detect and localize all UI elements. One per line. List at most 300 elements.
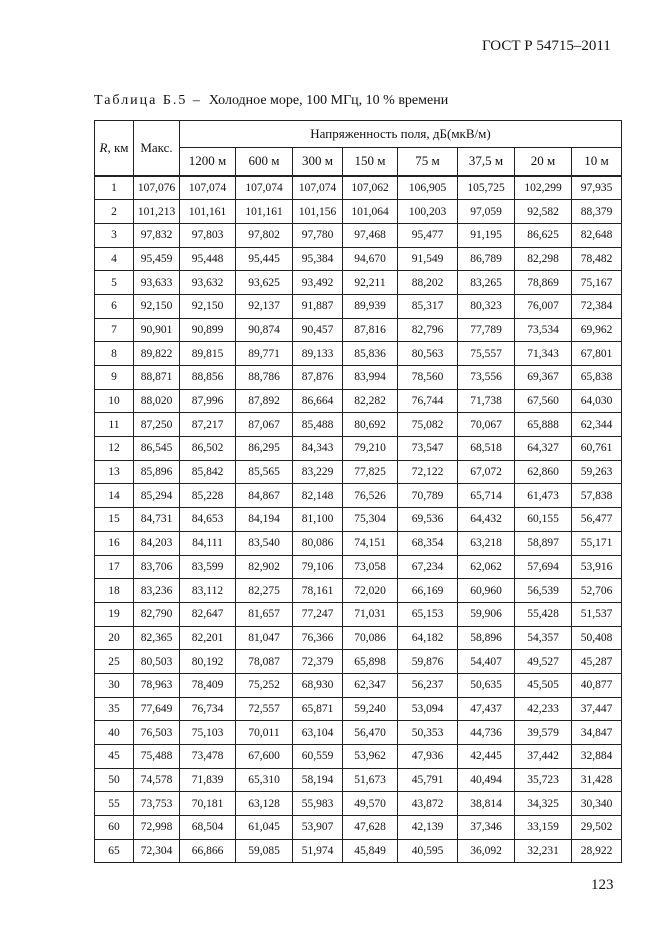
table-row [95, 745, 622, 769]
distance-cell: 55 [95, 792, 134, 816]
value-cell: 89,815 [180, 342, 236, 366]
value-cell: 76,366 [293, 626, 343, 650]
value-cell: 77,649 [134, 697, 180, 721]
value-cell: 42,233 [515, 697, 572, 721]
value-cell: 59,240 [343, 697, 398, 721]
value-cell: 85,294 [134, 484, 180, 508]
value-cell: 87,876 [293, 366, 343, 390]
value-cell: 79,106 [293, 555, 343, 579]
value-cell: 97,059 [458, 200, 515, 224]
value-cell: 81,657 [236, 602, 293, 626]
distance-cell: 20 [95, 626, 134, 650]
value-cell: 76,503 [134, 721, 180, 745]
table-row [95, 294, 622, 318]
value-cell: 95,477 [398, 223, 458, 247]
page-number: 123 [591, 877, 614, 893]
value-cell: 86,625 [515, 223, 572, 247]
table-row [95, 697, 622, 721]
value-cell: 56,470 [343, 721, 398, 745]
value-cell: 82,148 [293, 484, 343, 508]
value-cell: 66,866 [180, 839, 236, 863]
value-cell: 90,899 [180, 318, 236, 342]
value-cell: 82,201 [180, 626, 236, 650]
column-header-height: 20 м [515, 148, 572, 176]
table-caption [94, 93, 448, 109]
value-cell: 35,723 [515, 768, 572, 792]
table-row [95, 508, 622, 532]
distance-cell: 6 [95, 294, 134, 318]
value-cell: 82,365 [134, 626, 180, 650]
value-cell: 56,539 [515, 579, 572, 603]
value-cell: 30,340 [572, 792, 622, 816]
field-strength-table [94, 120, 622, 863]
distance-cell: 35 [95, 697, 134, 721]
value-cell: 95,445 [236, 247, 293, 271]
column-header-height: 300 м [293, 148, 343, 176]
value-cell: 45,505 [515, 673, 572, 697]
value-cell: 92,150 [180, 294, 236, 318]
value-cell: 107,074 [180, 176, 236, 200]
value-cell: 34,325 [515, 792, 572, 816]
table-row [95, 413, 622, 437]
table-caption-text: Холодное море, 100 МГц, 10 % времени [208, 93, 449, 108]
distance-cell: 11 [95, 413, 134, 437]
distance-cell: 18 [95, 579, 134, 603]
value-cell: 83,236 [134, 579, 180, 603]
value-cell: 82,648 [572, 223, 622, 247]
table-row [95, 768, 622, 792]
distance-cell: 1 [95, 176, 134, 200]
distance-cell: 5 [95, 271, 134, 295]
value-cell: 59,085 [236, 839, 293, 863]
value-cell: 36,092 [458, 839, 515, 863]
distance-cell: 10 [95, 389, 134, 413]
distance-cell: 50 [95, 768, 134, 792]
value-cell: 87,067 [236, 413, 293, 437]
value-cell: 63,218 [458, 531, 515, 555]
value-cell: 65,838 [572, 366, 622, 390]
value-cell: 75,082 [398, 413, 458, 437]
value-cell: 83,599 [180, 555, 236, 579]
value-cell: 67,600 [236, 745, 293, 769]
value-cell: 87,217 [180, 413, 236, 437]
value-cell: 77,789 [458, 318, 515, 342]
value-cell: 90,901 [134, 318, 180, 342]
distance-cell: 19 [95, 602, 134, 626]
value-cell: 64,030 [572, 389, 622, 413]
table-row [95, 792, 622, 816]
distance-cell: 3 [95, 223, 134, 247]
value-cell: 64,182 [398, 626, 458, 650]
value-cell: 102,299 [515, 176, 572, 200]
value-cell: 33,159 [515, 816, 572, 840]
value-cell: 45,791 [398, 768, 458, 792]
table-row [95, 318, 622, 342]
value-cell: 55,983 [293, 792, 343, 816]
value-cell: 70,011 [236, 721, 293, 745]
value-cell: 45,287 [572, 650, 622, 674]
value-cell: 85,836 [343, 342, 398, 366]
value-cell: 44,736 [458, 721, 515, 745]
value-cell: 58,194 [293, 768, 343, 792]
distance-cell: 17 [95, 555, 134, 579]
value-cell: 83,540 [236, 531, 293, 555]
value-cell: 83,112 [180, 579, 236, 603]
value-cell: 61,473 [515, 484, 572, 508]
value-cell: 73,547 [398, 437, 458, 461]
value-cell: 37,346 [458, 816, 515, 840]
distance-cell: 25 [95, 650, 134, 674]
value-cell: 89,822 [134, 342, 180, 366]
value-cell: 47,437 [458, 697, 515, 721]
value-cell: 97,935 [572, 176, 622, 200]
value-cell: 65,714 [458, 484, 515, 508]
value-cell: 49,527 [515, 650, 572, 674]
value-cell: 86,295 [236, 437, 293, 461]
value-cell: 75,167 [572, 271, 622, 295]
value-cell: 92,582 [515, 200, 572, 224]
value-cell: 84,653 [180, 508, 236, 532]
value-cell: 85,228 [180, 484, 236, 508]
value-cell: 67,234 [398, 555, 458, 579]
value-cell: 86,789 [458, 247, 515, 271]
value-cell: 90,457 [293, 318, 343, 342]
value-cell: 86,545 [134, 437, 180, 461]
distance-cell: 12 [95, 437, 134, 461]
value-cell: 79,210 [343, 437, 398, 461]
value-cell: 64,432 [458, 508, 515, 532]
value-cell: 55,428 [515, 602, 572, 626]
value-cell: 101,161 [180, 200, 236, 224]
value-cell: 56,237 [398, 673, 458, 697]
value-cell: 93,492 [293, 271, 343, 295]
value-cell: 88,202 [398, 271, 458, 295]
value-cell: 73,058 [343, 555, 398, 579]
value-cell: 63,104 [293, 721, 343, 745]
value-cell: 87,892 [236, 389, 293, 413]
value-cell: 45,849 [343, 839, 398, 863]
table-row [95, 366, 622, 390]
value-cell: 82,902 [236, 555, 293, 579]
value-cell: 66,169 [398, 579, 458, 603]
table-row [95, 342, 622, 366]
distance-cell: 2 [95, 200, 134, 224]
value-cell: 88,020 [134, 389, 180, 413]
value-cell: 106,905 [398, 176, 458, 200]
value-cell: 51,673 [343, 768, 398, 792]
value-cell: 101,064 [343, 200, 398, 224]
value-cell: 78,161 [293, 579, 343, 603]
value-cell: 47,936 [398, 745, 458, 769]
value-cell: 85,565 [236, 460, 293, 484]
value-cell: 42,139 [398, 816, 458, 840]
value-cell: 58,897 [515, 531, 572, 555]
value-cell: 63,128 [236, 792, 293, 816]
value-cell: 53,916 [572, 555, 622, 579]
value-cell: 40,877 [572, 673, 622, 697]
value-cell: 88,786 [236, 366, 293, 390]
distance-cell: 9 [95, 366, 134, 390]
value-cell: 60,155 [515, 508, 572, 532]
table-row [95, 247, 622, 271]
distance-cell: 16 [95, 531, 134, 555]
value-cell: 28,922 [572, 839, 622, 863]
distance-cell: 8 [95, 342, 134, 366]
value-cell: 68,930 [293, 673, 343, 697]
value-cell: 56,477 [572, 508, 622, 532]
value-cell: 67,560 [515, 389, 572, 413]
value-cell: 85,896 [134, 460, 180, 484]
value-cell: 70,086 [343, 626, 398, 650]
value-cell: 101,213 [134, 200, 180, 224]
value-cell: 75,557 [458, 342, 515, 366]
value-cell: 71,839 [180, 768, 236, 792]
value-cell: 65,153 [398, 602, 458, 626]
value-cell: 55,171 [572, 531, 622, 555]
table-row [95, 839, 622, 863]
value-cell: 93,633 [134, 271, 180, 295]
value-cell: 76,526 [343, 484, 398, 508]
value-cell: 67,801 [572, 342, 622, 366]
value-cell: 90,874 [236, 318, 293, 342]
value-cell: 68,518 [458, 437, 515, 461]
value-cell: 107,074 [236, 176, 293, 200]
table-row [95, 460, 622, 484]
document-header: ГОСТ Р 54715–2011 [482, 38, 611, 54]
value-cell: 31,428 [572, 768, 622, 792]
column-header-height: 37,5 м [458, 148, 515, 176]
value-cell: 61,045 [236, 816, 293, 840]
value-cell: 71,031 [343, 602, 398, 626]
value-cell: 73,478 [180, 745, 236, 769]
table-caption-label: Таблица Б.5 – [94, 93, 202, 108]
value-cell: 82,275 [236, 579, 293, 603]
table-row [95, 437, 622, 461]
value-cell: 97,832 [134, 223, 180, 247]
value-cell: 82,790 [134, 602, 180, 626]
value-cell: 62,347 [343, 673, 398, 697]
value-cell: 64,327 [515, 437, 572, 461]
distance-cell: 40 [95, 721, 134, 745]
value-cell: 101,161 [236, 200, 293, 224]
value-cell: 97,780 [293, 223, 343, 247]
value-cell: 80,563 [398, 342, 458, 366]
value-cell: 50,353 [398, 721, 458, 745]
value-cell: 69,367 [515, 366, 572, 390]
value-cell: 59,876 [398, 650, 458, 674]
value-cell: 84,194 [236, 508, 293, 532]
value-cell: 38,814 [458, 792, 515, 816]
value-cell: 83,265 [458, 271, 515, 295]
value-cell: 81,100 [293, 508, 343, 532]
value-cell: 75,304 [343, 508, 398, 532]
value-cell: 91,887 [293, 294, 343, 318]
table-row [95, 271, 622, 295]
value-cell: 88,871 [134, 366, 180, 390]
value-cell: 76,007 [515, 294, 572, 318]
value-cell: 77,825 [343, 460, 398, 484]
value-cell: 67,072 [458, 460, 515, 484]
value-cell: 75,103 [180, 721, 236, 745]
value-cell: 97,468 [343, 223, 398, 247]
table-row [95, 484, 622, 508]
value-cell: 72,384 [572, 294, 622, 318]
table-row [95, 531, 622, 555]
value-cell: 92,137 [236, 294, 293, 318]
value-cell: 72,998 [134, 816, 180, 840]
value-cell: 39,579 [515, 721, 572, 745]
value-cell: 75,252 [236, 673, 293, 697]
table-row [95, 626, 622, 650]
value-cell: 87,996 [180, 389, 236, 413]
distance-cell: 7 [95, 318, 134, 342]
table-row [95, 200, 622, 224]
value-cell: 81,047 [236, 626, 293, 650]
value-cell: 73,556 [458, 366, 515, 390]
value-cell: 83,229 [293, 460, 343, 484]
value-cell: 60,559 [293, 745, 343, 769]
value-cell: 82,282 [343, 389, 398, 413]
value-cell: 37,447 [572, 697, 622, 721]
value-cell: 68,504 [180, 816, 236, 840]
distance-cell: 60 [95, 816, 134, 840]
column-group-header: Напряженность поля, дБ(мкВ/м) [180, 121, 622, 148]
value-cell: 54,407 [458, 650, 515, 674]
value-cell: 50,408 [572, 626, 622, 650]
distance-cell: 65 [95, 839, 134, 863]
value-cell: 92,211 [343, 271, 398, 295]
value-cell: 60,761 [572, 437, 622, 461]
table-row [95, 176, 622, 200]
distance-cell: 15 [95, 508, 134, 532]
table-row [95, 223, 622, 247]
value-cell: 72,304 [134, 839, 180, 863]
value-cell: 80,086 [293, 531, 343, 555]
value-cell: 74,578 [134, 768, 180, 792]
value-cell: 68,354 [398, 531, 458, 555]
value-cell: 82,647 [180, 602, 236, 626]
value-cell: 70,067 [458, 413, 515, 437]
value-cell: 49,570 [343, 792, 398, 816]
value-cell: 65,310 [236, 768, 293, 792]
value-cell: 78,869 [515, 271, 572, 295]
value-cell: 85,317 [398, 294, 458, 318]
value-cell: 51,974 [293, 839, 343, 863]
value-cell: 53,907 [293, 816, 343, 840]
value-cell: 47,628 [343, 816, 398, 840]
value-cell: 107,074 [293, 176, 343, 200]
table-row [95, 673, 622, 697]
value-cell: 53,094 [398, 697, 458, 721]
value-cell: 82,796 [398, 318, 458, 342]
value-cell: 93,632 [180, 271, 236, 295]
value-cell: 77,247 [293, 602, 343, 626]
value-cell: 88,379 [572, 200, 622, 224]
value-cell: 82,298 [515, 247, 572, 271]
value-cell: 107,062 [343, 176, 398, 200]
value-cell: 92,150 [134, 294, 180, 318]
value-cell: 34,847 [572, 721, 622, 745]
value-cell: 85,488 [293, 413, 343, 437]
value-cell: 95,459 [134, 247, 180, 271]
column-header-distance: R, км [95, 121, 134, 176]
value-cell: 105,725 [458, 176, 515, 200]
value-cell: 65,888 [515, 413, 572, 437]
table-row [95, 602, 622, 626]
value-cell: 78,409 [180, 673, 236, 697]
table-row [95, 650, 622, 674]
column-header-max: Макс. [134, 121, 180, 176]
value-cell: 73,534 [515, 318, 572, 342]
column-header-height: 10 м [572, 148, 622, 176]
value-cell: 53,962 [343, 745, 398, 769]
value-cell: 100,203 [398, 200, 458, 224]
value-cell: 37,442 [515, 745, 572, 769]
value-cell: 89,133 [293, 342, 343, 366]
distance-cell: 14 [95, 484, 134, 508]
value-cell: 43,872 [398, 792, 458, 816]
value-cell: 70,789 [398, 484, 458, 508]
value-cell: 72,557 [236, 697, 293, 721]
column-header-height: 150 м [343, 148, 398, 176]
value-cell: 84,343 [293, 437, 343, 461]
value-cell: 50,635 [458, 673, 515, 697]
value-cell: 29,502 [572, 816, 622, 840]
column-header-height: 600 м [236, 148, 293, 176]
value-cell: 52,706 [572, 579, 622, 603]
value-cell: 84,867 [236, 484, 293, 508]
value-cell: 72,122 [398, 460, 458, 484]
value-cell: 93,625 [236, 271, 293, 295]
value-cell: 71,343 [515, 342, 572, 366]
value-cell: 65,898 [343, 650, 398, 674]
value-cell: 86,664 [293, 389, 343, 413]
value-cell: 78,087 [236, 650, 293, 674]
value-cell: 58,896 [458, 626, 515, 650]
value-cell: 80,692 [343, 413, 398, 437]
value-cell: 87,816 [343, 318, 398, 342]
value-cell: 95,448 [180, 247, 236, 271]
value-cell: 62,860 [515, 460, 572, 484]
value-cell: 88,856 [180, 366, 236, 390]
distance-cell: 30 [95, 673, 134, 697]
value-cell: 60,960 [458, 579, 515, 603]
value-cell: 76,744 [398, 389, 458, 413]
value-cell: 62,062 [458, 555, 515, 579]
value-cell: 97,802 [236, 223, 293, 247]
value-cell: 78,560 [398, 366, 458, 390]
value-cell: 57,694 [515, 555, 572, 579]
value-cell: 62,344 [572, 413, 622, 437]
value-cell: 80,192 [180, 650, 236, 674]
table-row [95, 555, 622, 579]
value-cell: 51,537 [572, 602, 622, 626]
value-cell: 72,020 [343, 579, 398, 603]
value-cell: 78,482 [572, 247, 622, 271]
value-cell: 107,076 [134, 176, 180, 200]
value-cell: 40,595 [398, 839, 458, 863]
table-row [95, 721, 622, 745]
distance-cell: 45 [95, 745, 134, 769]
value-cell: 84,111 [180, 531, 236, 555]
value-cell: 69,962 [572, 318, 622, 342]
value-cell: 84,203 [134, 531, 180, 555]
value-cell: 74,151 [343, 531, 398, 555]
value-cell: 75,488 [134, 745, 180, 769]
value-cell: 89,771 [236, 342, 293, 366]
value-cell: 85,842 [180, 460, 236, 484]
value-cell: 84,731 [134, 508, 180, 532]
